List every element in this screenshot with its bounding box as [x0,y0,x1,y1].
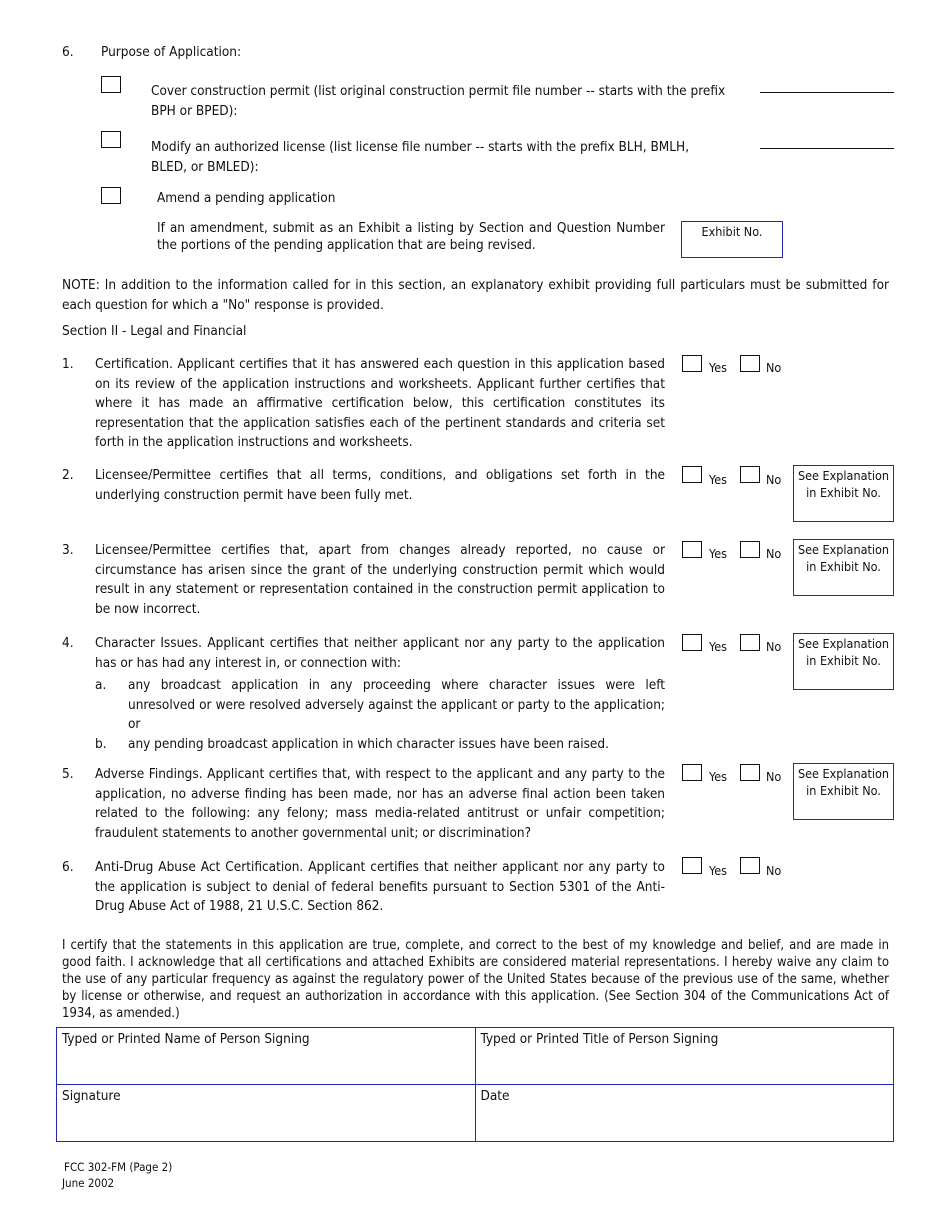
q2-yes-label: Yes [709,472,727,487]
amend-exhibit-box[interactable] [681,221,783,258]
date-field[interactable] [475,1085,894,1142]
q5-explanation-box[interactable] [793,763,894,820]
in-exhibit-label: in Exhibit No. [806,783,881,798]
q2-number: 2. [62,467,74,483]
q6-yes-checkbox[interactable] [682,857,702,874]
q3-number: 3. [62,542,74,558]
q4b-letter: b. [95,736,107,752]
q2-no-checkbox[interactable] [740,466,760,483]
q3-text: Licensee/Permittee certifies that, apart from changes already reported, no cause or circumstance has arisen since the grant of the underlying construction permit which would result in any statement or representation contained in the construction permit application to be now incorrect. [95,542,665,617]
title-field[interactable] [475,1028,894,1085]
see-explanation-label: See Explanation [797,766,890,781]
cover-cp-label: Cover construction permit (list original construction permit file number -- starts with the prefix BPH or BPED): [151,83,726,119]
q4a-letter: a. [95,677,107,693]
q3-yes-label: Yes [709,546,727,561]
section-title: Section II - Legal and Financial [62,323,247,339]
cover-cp-file-number-line[interactable] [760,92,894,93]
see-explanation-label: See Explanation [797,468,890,483]
q4a-text: any broadcast application in any proceeding where character issues were left unresolved or were resolved adversely against the applicant or party to the application; or [128,677,665,733]
in-exhibit-label: in Exhibit No. [806,485,881,500]
signature-label: Signature [62,1088,121,1104]
q1-no-checkbox[interactable] [740,355,760,372]
cover-cp-checkbox[interactable] [101,76,121,93]
q4-no-checkbox[interactable] [740,634,760,651]
q1-number: 1. [62,356,74,372]
q5-text: Adverse Findings. Applicant certifies that, with respect to the applicant and any party to the application, no adverse finding has been made, nor has an adverse final action been taken related to the following: any felony; mass media-related antitrust or unfair competition; fraudulent statements to another governmental unit; or discrimination? [95,766,665,841]
amend-checkbox[interactable] [101,187,121,204]
q1-yes-label: Yes [709,360,727,375]
purpose-number: 6. [62,44,74,60]
signature-table [56,1027,894,1142]
title-label: Typed or Printed Title of Person Signing [480,1031,719,1047]
purpose-title: Purpose of Application: [101,44,242,60]
note-text: NOTE: In addition to the information called for in this section, an explanatory exhibit providing full particulars must be submitted for each question for which a "No" response is provided. [62,277,889,313]
modify-license-label: Modify an authorized license (list license file number -- starts with the prefix BLH, BMLH, BLED, or BMLED): [151,139,690,175]
q2-yes-checkbox[interactable] [682,466,702,483]
q4-explanation-box[interactable] [793,633,894,690]
q3-no-checkbox[interactable] [740,541,760,558]
q6-yes-label: Yes [709,863,727,878]
name-label: Typed or Printed Name of Person Signing [62,1031,310,1047]
name-field[interactable] [57,1028,476,1085]
q5-number: 5. [62,766,74,782]
q5-yes-label: Yes [709,769,727,784]
q2-no-label: No [766,472,782,487]
q6-no-checkbox[interactable] [740,857,760,874]
q6-no-label: No [766,863,782,878]
modify-license-checkbox[interactable] [101,131,121,148]
see-explanation-label: See Explanation [797,542,890,557]
q3-explanation-box[interactable] [793,539,894,596]
q2-text: Licensee/Permittee certifies that all terms, conditions, and obligations set forth in the underlying construction permit have been fully met. [95,467,665,503]
q6-text: Anti-Drug Abuse Act Certification. Applicant certifies that neither applicant nor any party to the application is subject to denial of federal benefits pursuant to Section 5301 of the Anti-Drug Abuse Act of 1988, 21 U.S.C. Section 862. [95,859,665,915]
q1-text: Certification. Applicant certifies that it has answered each question in this application based on its review of the application instructions and worksheets. Applicant further certifies that where it has made an affirmative certification below, this certification constitutes its representation that the application satisfies each of the pertinent standards and criteria set forth in the application instructions and worksheets. [95,356,665,451]
q1-no-label: No [766,360,782,375]
amend-note: If an amendment, submit as an Exhibit a listing by Section and Question Number the portions of the pending application that are being revised. [157,220,665,253]
q4b-text: any pending broadcast application in which character issues have been raised. [128,736,609,752]
footer-form-id: FCC 302-FM (Page 2) [64,1160,173,1174]
q1-yes-checkbox[interactable] [682,355,702,372]
q3-yes-checkbox[interactable] [682,541,702,558]
modify-license-file-number-line[interactable] [760,148,894,149]
q5-yes-checkbox[interactable] [682,764,702,781]
exhibit-no-label: Exhibit No. [701,224,763,239]
amend-label: Amend a pending application [157,190,336,206]
q6-number: 6. [62,859,74,875]
date-label: Date [480,1088,510,1104]
see-explanation-label: See Explanation [797,636,890,651]
signature-field[interactable] [57,1085,476,1142]
in-exhibit-label: in Exhibit No. [806,653,881,668]
footer-date: June 2002 [62,1176,115,1190]
q4-no-label: No [766,639,782,654]
q5-no-label: No [766,769,782,784]
q5-no-checkbox[interactable] [740,764,760,781]
certification-statement: I certify that the statements in this application are true, complete, and correct to the best of my knowledge and belief, and are made in good faith. I acknowledge that all certifications and attached Exhibits are considered material representations. I hereby waive any claim to the use of any particular frequency as against the regulatory power of the United States because of the previous use of the same, whether by license or otherwise, and request an authorization in accordance with this application. (See Section 304 of the Communications Act of 1934, as amended.) [62,938,889,1021]
q3-no-label: No [766,546,782,561]
q4-yes-label: Yes [709,639,727,654]
q4-yes-checkbox[interactable] [682,634,702,651]
q4-text: Character Issues. Applicant certifies that neither applicant nor any party to the application has or has had any interest in, or connection with: [95,635,665,671]
in-exhibit-label: in Exhibit No. [806,559,881,574]
q2-explanation-box[interactable] [793,465,894,522]
q4-number: 4. [62,635,74,651]
